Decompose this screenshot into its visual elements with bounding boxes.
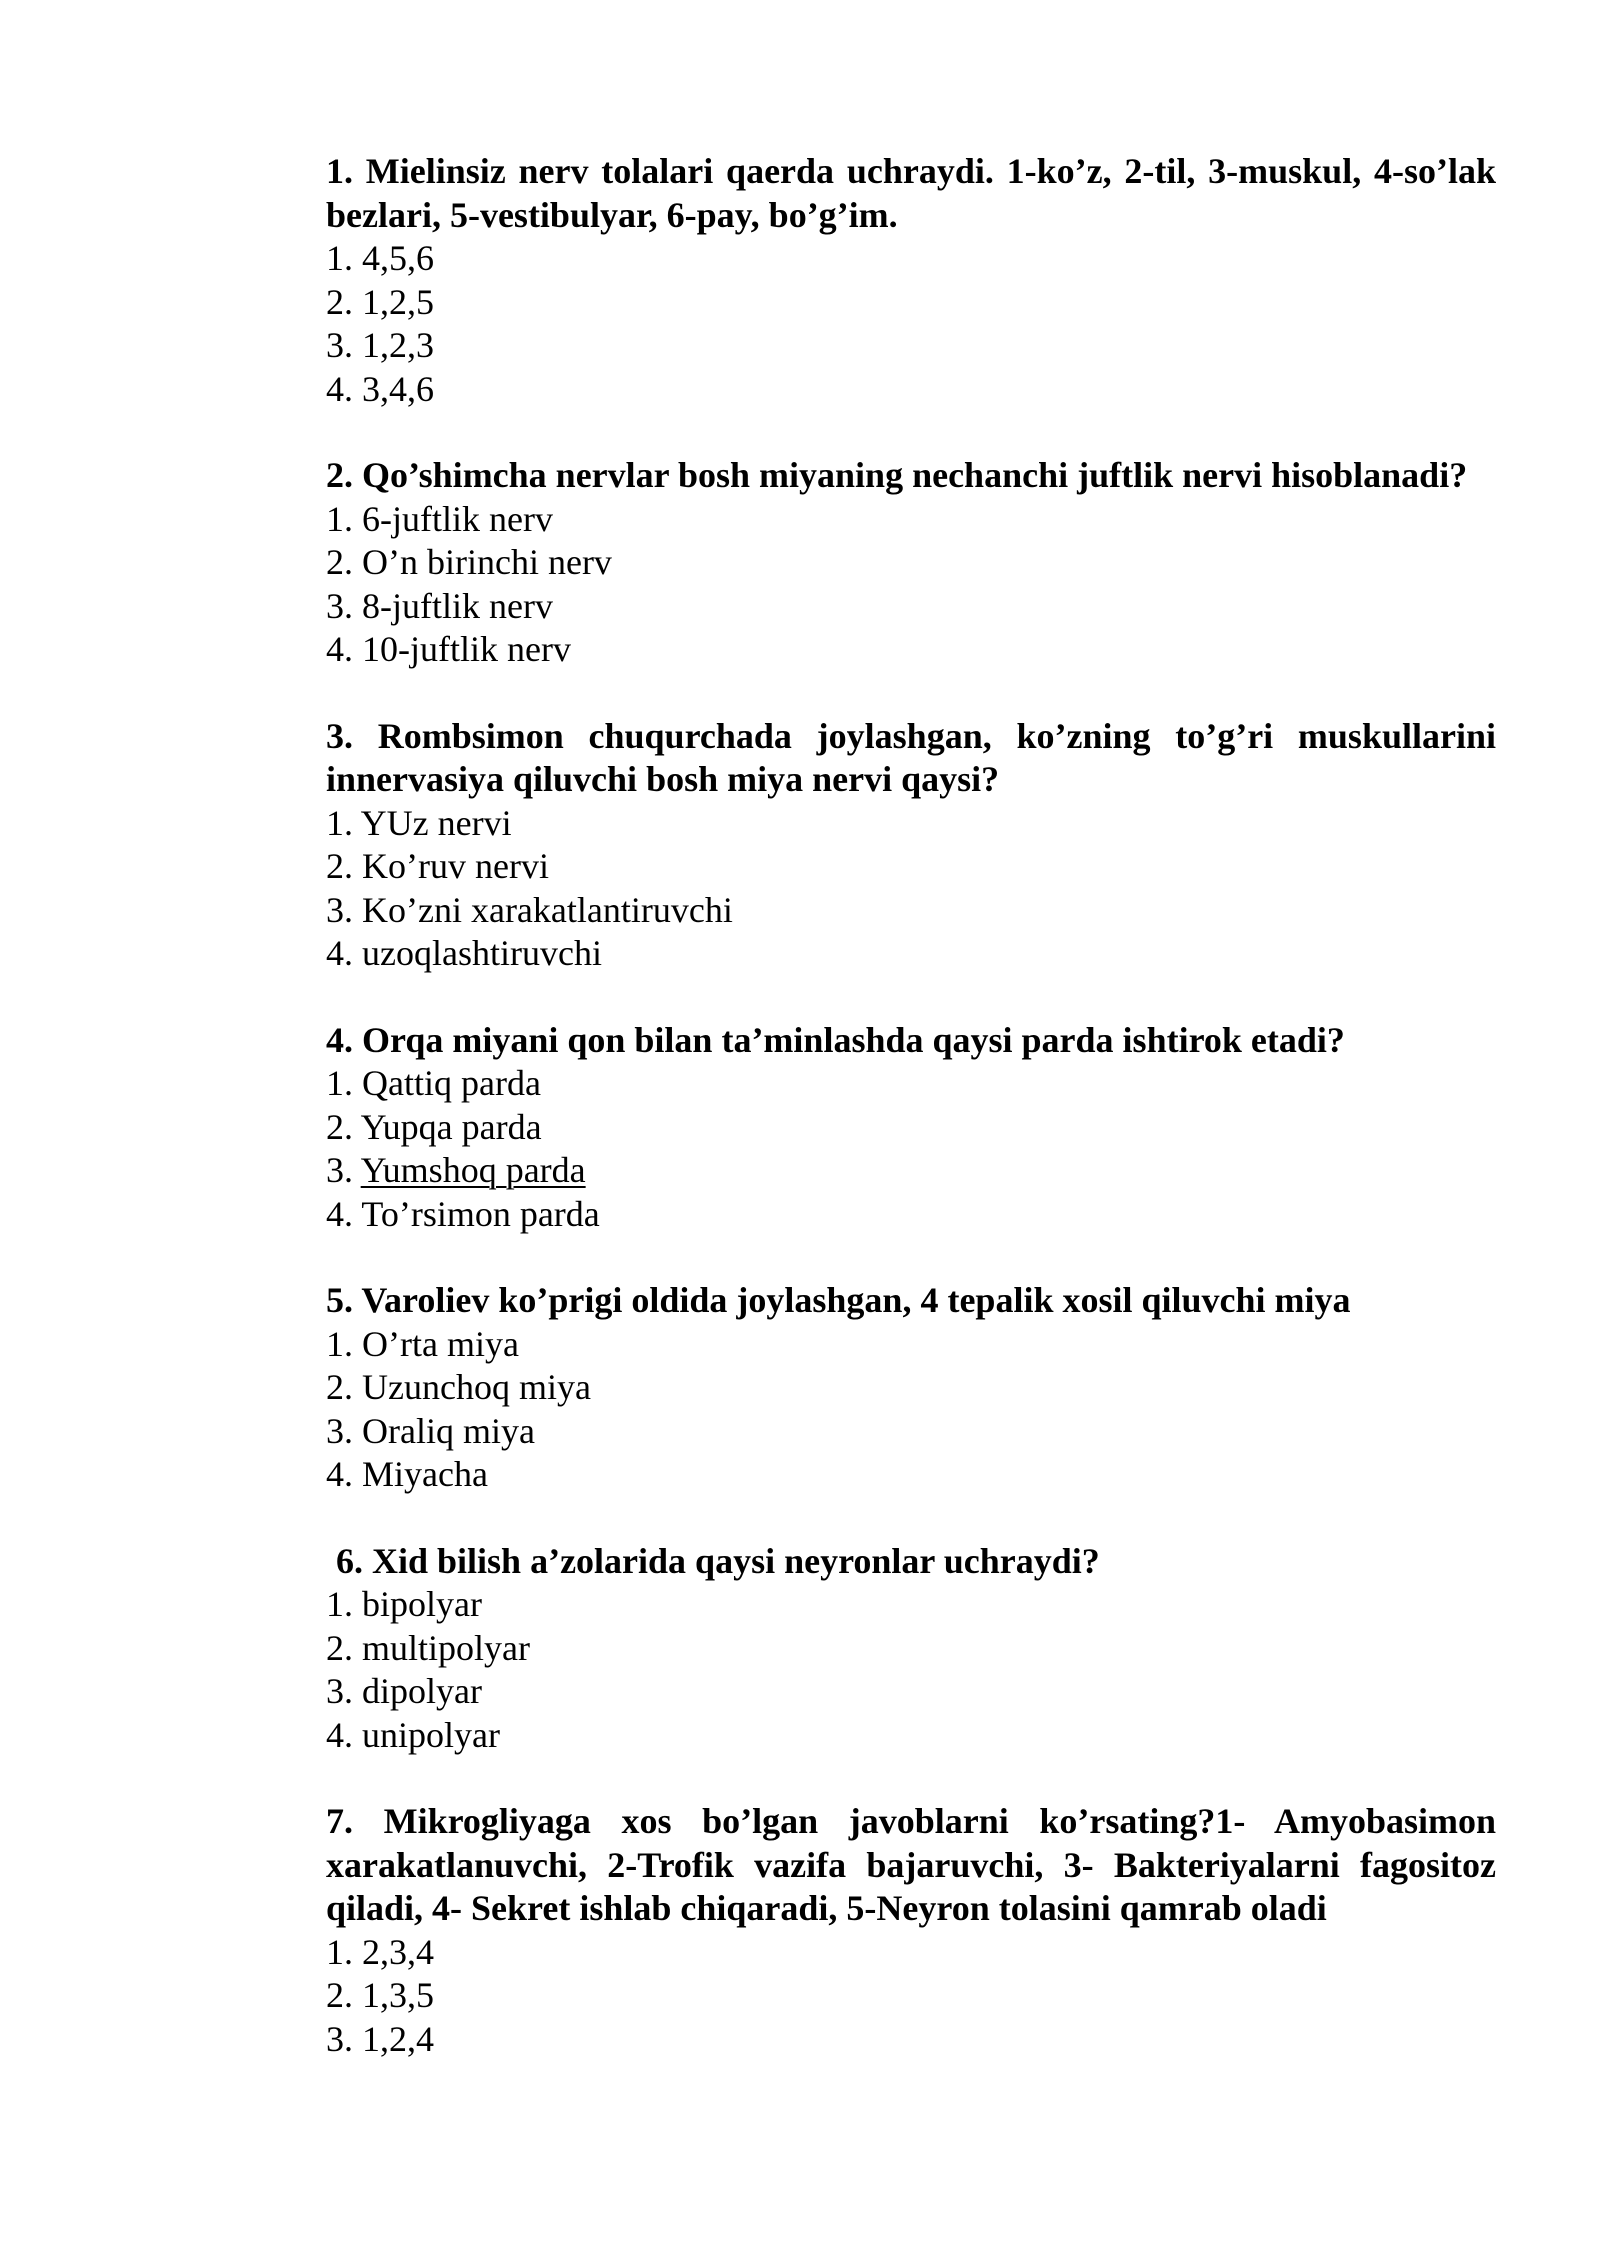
option-number: 3. [326, 1410, 362, 1451]
option-item [326, 932, 1496, 976]
option-number: 1. [326, 802, 361, 843]
option-item [326, 802, 1496, 846]
option-item [326, 1193, 1496, 1237]
option-item [326, 1714, 1496, 1758]
option-number: 3. [326, 2018, 362, 2059]
question-title: 2. Qo’shimcha nervlar bosh miyaning nechanchi juftlik nervi hisoblanadi? [326, 455, 1468, 495]
option-number: 3. [326, 889, 362, 930]
option-text: To’rsimon parda [361, 1193, 600, 1234]
option-item [326, 1974, 1496, 2018]
option-text: 4,5,6 [362, 238, 434, 278]
option-item [326, 1323, 1496, 1367]
option-item [326, 1062, 1496, 1106]
question-title: 6. Xid bilish a’zolarida qaysi neyronlar uchraydi? [336, 1540, 1100, 1581]
option-list [326, 1062, 1496, 1236]
option-number: 4. [326, 1454, 362, 1494]
option-text: O’rta miya [362, 1323, 519, 1364]
option-number: 1. [326, 1931, 362, 1972]
option-list [326, 802, 1496, 976]
option-item [326, 2018, 1496, 2062]
option-number: 2. [326, 1106, 361, 1147]
option-number: 3. [326, 1671, 362, 1711]
question-6 [326, 1540, 1496, 1758]
option-list [326, 1323, 1496, 1497]
option-item [326, 1410, 1496, 1454]
option-item [326, 585, 1496, 629]
option-list [326, 237, 1496, 411]
option-number: 2. [326, 1975, 362, 2015]
option-text: uzoqlashtiruvchi [362, 933, 602, 973]
option-item [326, 237, 1496, 281]
option-text: multipolyar [362, 1627, 530, 1668]
question-title: 5. Varoliev ko’prigi oldida joylashgan, 4 tepalik xosil qiluvchi miya [326, 1280, 1351, 1320]
option-item [326, 889, 1496, 933]
option-text: Ko’zni xarakatlantiruvchi [362, 889, 733, 930]
option-number: 1. [326, 1063, 362, 1103]
option-item [326, 1583, 1496, 1627]
option-item [326, 1670, 1496, 1714]
option-number: 1. [326, 498, 362, 539]
question-4 [326, 1019, 1496, 1237]
option-text-underlined: Yumshoq parda [360, 1150, 586, 1190]
option-text: 10-juftlik nerv [362, 629, 571, 669]
question-title: 4. Orqa miyani qon bilan ta’minlashda qaysi parda ishtirok etadi? [326, 1019, 1345, 1060]
option-list [326, 498, 1496, 672]
option-number: 2. [326, 1627, 362, 1668]
option-text: YUz nervi [360, 802, 512, 843]
option-text: 1,2,4 [362, 2018, 434, 2059]
option-number: 4. [326, 1193, 362, 1234]
option-item [326, 628, 1496, 672]
option-number: 2. [326, 846, 362, 886]
option-text: Yupqa parda [360, 1106, 542, 1147]
option-text: Uzunchoq miya [362, 1367, 591, 1407]
option-number: 4. [326, 368, 362, 409]
option-text: Ko’ruv nervi [362, 846, 549, 886]
option-item [326, 1366, 1496, 1410]
option-text: 1,2,5 [362, 281, 434, 322]
option-number: 3. [326, 325, 362, 365]
option-text: 1,3,5 [362, 1975, 434, 2015]
option-text: Miyacha [362, 1454, 488, 1494]
option-item [326, 324, 1496, 368]
option-item [326, 1931, 1496, 1975]
question-5 [326, 1279, 1496, 1497]
option-item [326, 281, 1496, 325]
option-item [326, 368, 1496, 412]
option-text: 8-juftlik nerv [362, 585, 553, 626]
question-title: 1. Mielinsiz nerv tolalari qaerda uchraydi. 1-ko’z, 2-til, 3-muskul, 4-so’lak bezlari, 5-vestibulyar, 6-pay, bo’g’im. [326, 151, 1496, 235]
option-item [326, 1106, 1496, 1150]
question-title: 7. Mikrogliyaga xos bo’lgan javoblarni ko’rsating?1- Amyobasimon xarakatlanuvchi, 2-Trofik vazifa bajaruvchi, 3- Bakteriyalarni fagositoz qiladi, 4- Sekret ishlab chiqaradi, 5-Neyron tolasini qamrab oladi [326, 1801, 1496, 1928]
option-list [326, 1931, 1496, 2062]
document-page [326, 150, 1496, 2104]
option-number: 2. [326, 542, 362, 582]
option-number: 2. [326, 1367, 362, 1407]
option-number: 3. [326, 1150, 361, 1190]
question-1 [326, 150, 1496, 411]
option-text: dipolyar [362, 1671, 482, 1711]
option-number: 4. [326, 629, 362, 669]
question-title: 3. Rombsimon chuqurchada joylashgan, ko’zning to’g’ri muskullarini innervasiya qiluvchi bosh miya nervi qaysi? [326, 715, 1496, 799]
option-item [326, 1453, 1496, 1497]
option-item [326, 845, 1496, 889]
option-text: bipolyar [362, 1584, 482, 1624]
question-3 [326, 715, 1496, 976]
option-number: 2. [326, 281, 362, 322]
option-item [326, 1149, 1496, 1193]
option-text: Qattiq parda [362, 1063, 541, 1103]
option-number: 4. [326, 1714, 362, 1755]
option-number: 1. [326, 238, 362, 278]
option-item [326, 1627, 1496, 1671]
option-number: 3. [326, 585, 362, 626]
option-number: 1. [326, 1584, 362, 1624]
question-2 [326, 454, 1496, 672]
option-text: 2,3,4 [362, 1931, 434, 1972]
option-number: 4. [326, 933, 362, 973]
option-text: 1,2,3 [362, 325, 434, 365]
option-item [326, 498, 1496, 542]
option-number: 1. [326, 1323, 362, 1364]
option-text: Oraliq miya [362, 1410, 535, 1451]
option-item [326, 541, 1496, 585]
option-text: O’n birinchi nerv [362, 542, 612, 582]
question-7 [326, 1800, 1496, 2061]
option-list [326, 1583, 1496, 1757]
option-text: 3,4,6 [362, 368, 434, 409]
option-text: 6-juftlik nerv [362, 498, 553, 539]
option-text: unipolyar [362, 1714, 500, 1755]
